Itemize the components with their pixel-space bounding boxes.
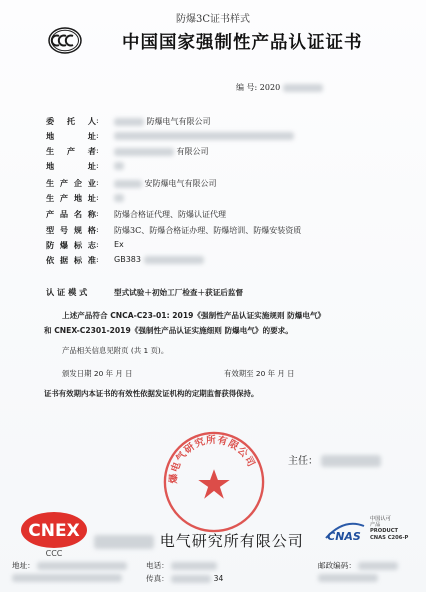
footer-address-line2: [12, 573, 122, 582]
issue-date: 颁发日期 20 年 月 日: [62, 369, 133, 378]
cnas-accreditation-text: 中国认可 产品 PRODUCT CNAS C206-P: [370, 516, 409, 541]
cnex-logo-text: CNEX: [28, 521, 80, 541]
cnex-logo-subtext: CCC: [45, 549, 63, 558]
footer-postcode-line2: [318, 573, 378, 582]
field-label-factory: 生产企业: [46, 178, 96, 188]
field-label-standard: 依据标准: [46, 255, 96, 265]
footer-address: 地址：: [12, 560, 127, 571]
field-label-product-name: 产品名称: [46, 209, 96, 219]
field-colon: :: [96, 116, 99, 125]
footer-phone: 电话：: [146, 560, 217, 571]
field-value-product-name: 防爆合格证代理、防爆认证代理: [114, 210, 226, 219]
certificate-number: 编 号: 2020: [236, 82, 323, 93]
field-colon: :: [96, 193, 99, 202]
conformity-statement-line1: 上述产品符合 CNCA-C23-01: 2019《强制性产品认证实施规则 防爆电气》: [62, 311, 326, 320]
official-seal-icon: [160, 428, 268, 536]
conformity-statement-line2: 和 CNEX-C2301-2019《强制性产品认证实施细则 防爆电气》的要求。: [44, 326, 293, 335]
field-value-manufacturer: 有限公司: [114, 146, 209, 157]
field-value-applicant: 防爆电气有限公司: [114, 116, 211, 127]
certification-mode-value: 型式试验＋初始工厂检查＋获证后监督: [114, 288, 244, 297]
certificate-title: 中国国家强制性产品认证证书: [122, 33, 363, 53]
field-value-applicant-address: [114, 131, 294, 140]
field-label-applicant-address: 地 址: [46, 131, 96, 141]
director-signature: 主任：: [288, 452, 381, 467]
field-value-model: 防爆3C、防爆合格证办理、防爆培训、防爆安装资质: [114, 226, 302, 235]
field-colon: :: [96, 209, 99, 218]
footer-fax: 传真： 34: [146, 574, 224, 583]
valid-until-date: 有效期至 20 年 月 日: [224, 369, 295, 378]
field-colon: :: [96, 161, 99, 170]
certification-mode-label: 认 证 模 式: [46, 287, 88, 297]
field-colon: :: [96, 131, 99, 140]
field-label-model: 型号规格: [46, 225, 96, 235]
footer-postcode: 邮政编码：: [318, 560, 398, 571]
seal-ring-text: 爆电气研究所有限公司: [168, 434, 257, 484]
field-colon: :: [96, 255, 99, 264]
cnas-logo-icon: [320, 516, 368, 548]
issuer-name: 电气研究所有限公司: [164, 530, 304, 551]
field-label-factory-address: 生产地址: [46, 193, 96, 203]
field-value-manufacturer-address: [114, 161, 124, 170]
field-colon: :: [96, 225, 99, 234]
validity-statement: 证书有效期内本证书的有效性依据发证机构的定期监督获得保持。: [44, 389, 259, 398]
field-label-applicant: 委 托 人: [46, 116, 96, 126]
field-value-factory: 安防爆电气有限公司: [114, 178, 217, 189]
field-value-standard: GB383: [114, 255, 204, 264]
field-label-ex-marking: 防爆标志: [46, 240, 96, 250]
cnas-logo-text: CNAS: [327, 530, 361, 543]
field-value-ex-marking: Ex: [114, 240, 124, 249]
field-colon: :: [96, 146, 99, 155]
cnex-logo-icon: [18, 508, 90, 562]
field-colon: :: [96, 240, 99, 249]
field-label-manufacturer-address: 地 址: [46, 161, 96, 171]
certificate-style-caption: 防爆3C证书样式: [175, 14, 250, 25]
field-value-factory-address: [114, 193, 124, 202]
field-label-manufacturer: 生 产 者: [46, 146, 96, 156]
field-colon: :: [96, 178, 99, 187]
appendix-note: 产品相关信息见附页 (共 1 页)。: [62, 346, 169, 355]
ccc-logo-icon: [48, 27, 82, 54]
